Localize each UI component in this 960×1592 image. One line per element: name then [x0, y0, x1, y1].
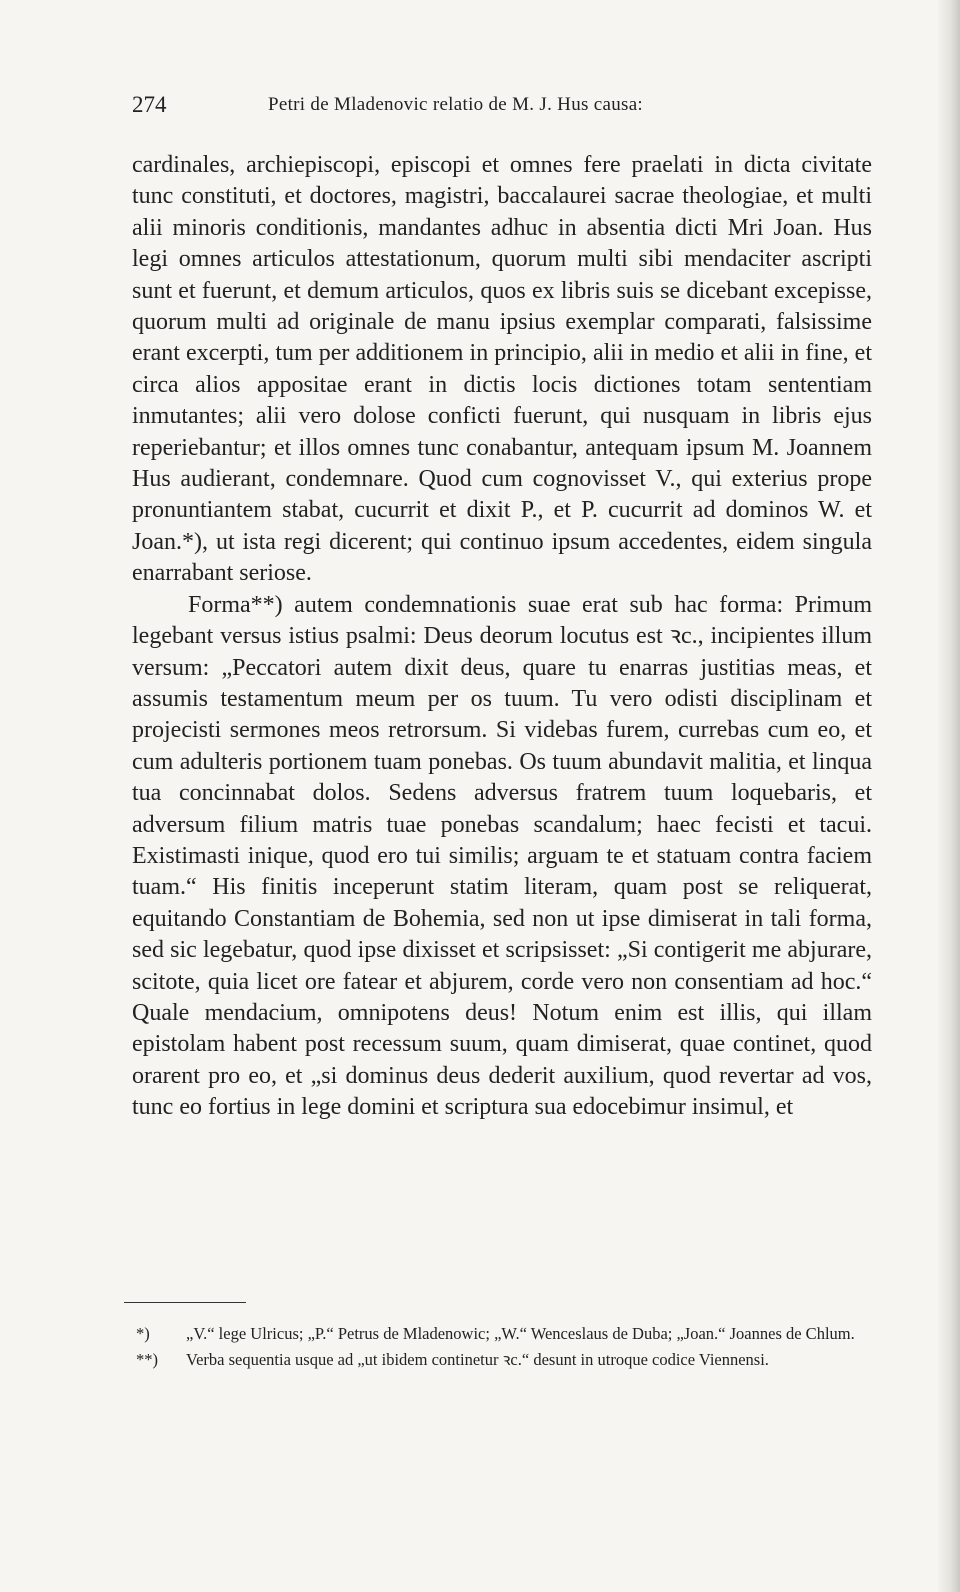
page-header	[132, 92, 872, 122]
main-text	[132, 150, 872, 1124]
running-head: Petri de Mladenovic relatio de M. J. Hus causa:	[268, 94, 644, 115]
footnotes	[136, 1322, 872, 1374]
page-number: 274	[132, 92, 167, 117]
paragraph-2: Forma**) autem condemnationis suae erat sub hac forma: Primum legebant versus istius psalmi: Deus deorum locutus est ꝛc., incipientes illum versum: „Peccatori autem dixit deus, quare tu enarras justitias meas, et assumis testamentum meum per os tuum. Tu vero odisti disciplinam et projecisti sermones meos retrorsum. Si videbas furem, currebas cum eo, et cum adulteris portionem tuam ponebas. Os tuum abundavit malitia, et linqua tua concinnabat dolos. Sedens adversus fratrem tuum loquebaris, et adversum filium matris tuae ponebas scandalum; haec fecisti et tacui. Existimasti inique, quod ero tui similis; arguam te et statuam contra faciem tuam.“ His finitis inceperunt statim literam, quam post se reliquerat, equitando Constantiam de Bohemia, sed non ut ipse dimiserat in tali forma, sed sic legebatur, quod ipse dixisset et scripsisset: „Si contigerit me abjurare, scitote, quia licet ore fatear et abjurem, corde vero non consentiam ad hoc.“ Quale mendacium, omnipotens deus! Notum enim est illis, qui illam epistolam habent post recessum suum, quam dimiserat, quae continet, quod orarent pro eo, et „si dominus deus dederit auxilium, quod revertar ad vos, tunc eo fortius in lege domini et scriptura sua edocebimur insimul, et	[132, 591, 872, 1121]
footnote-mark: *)	[136, 1324, 150, 1343]
footnote-mark: **)	[136, 1350, 158, 1369]
paragraph-1: cardinales, archiepiscopi, episcopi et omnes fere praelati in dicta civitate tunc constituti, et doctores, magistri, baccalaurei sacrae theologiae, et multi alii minoris conditionis, mandantes adhuc in absentia dicti Mri Joan. Hus legi omnes articulos attestationum, quorum multi sibi mendaciter ascripti sunt et fuerunt, et demum articulos, quos ex libris suis se dicebant excepisse, quorum multi ad originale de manu ipsius exemplar comparati, falsissime erant excerpti, tum per additionem in principio, alii in medio et alii in fine, et circa alios appositae erant in dictis locis dictiones totam sententiam inmutantes; alii vero dolose conficti fuerunt, qui nusquam in libris ejus reperiebantur; et illos omnes tunc conabantur, antequam ipsum M. Joannem Hus audierant, condemnare. Quod cum cognovisset V., qui exterius prope pronuntiantem stabat, cucurrit et dixit P., et P. cucurrit ad dominos W. et Joan.*), ut ista regi dicerent; qui continuo ipsum accedentes, eidem singula enarrabant seriose.	[132, 152, 872, 587]
footnote-1	[136, 1322, 872, 1346]
page-edge-shadow	[938, 0, 960, 1592]
footnote-text: Verba sequentia usque ad „ut ibidem continetur ꝛc.“ desunt in utroque codice Viennensi.	[186, 1350, 769, 1369]
footnote-text: „V.“ lege Ulricus; „P.“ Petrus de Mladenowic; „W.“ Wenceslaus de Duba; „Joan.“ Joannes de Chlum.	[186, 1324, 855, 1343]
footnote-2	[136, 1348, 872, 1372]
footnote-separator	[124, 1302, 246, 1303]
